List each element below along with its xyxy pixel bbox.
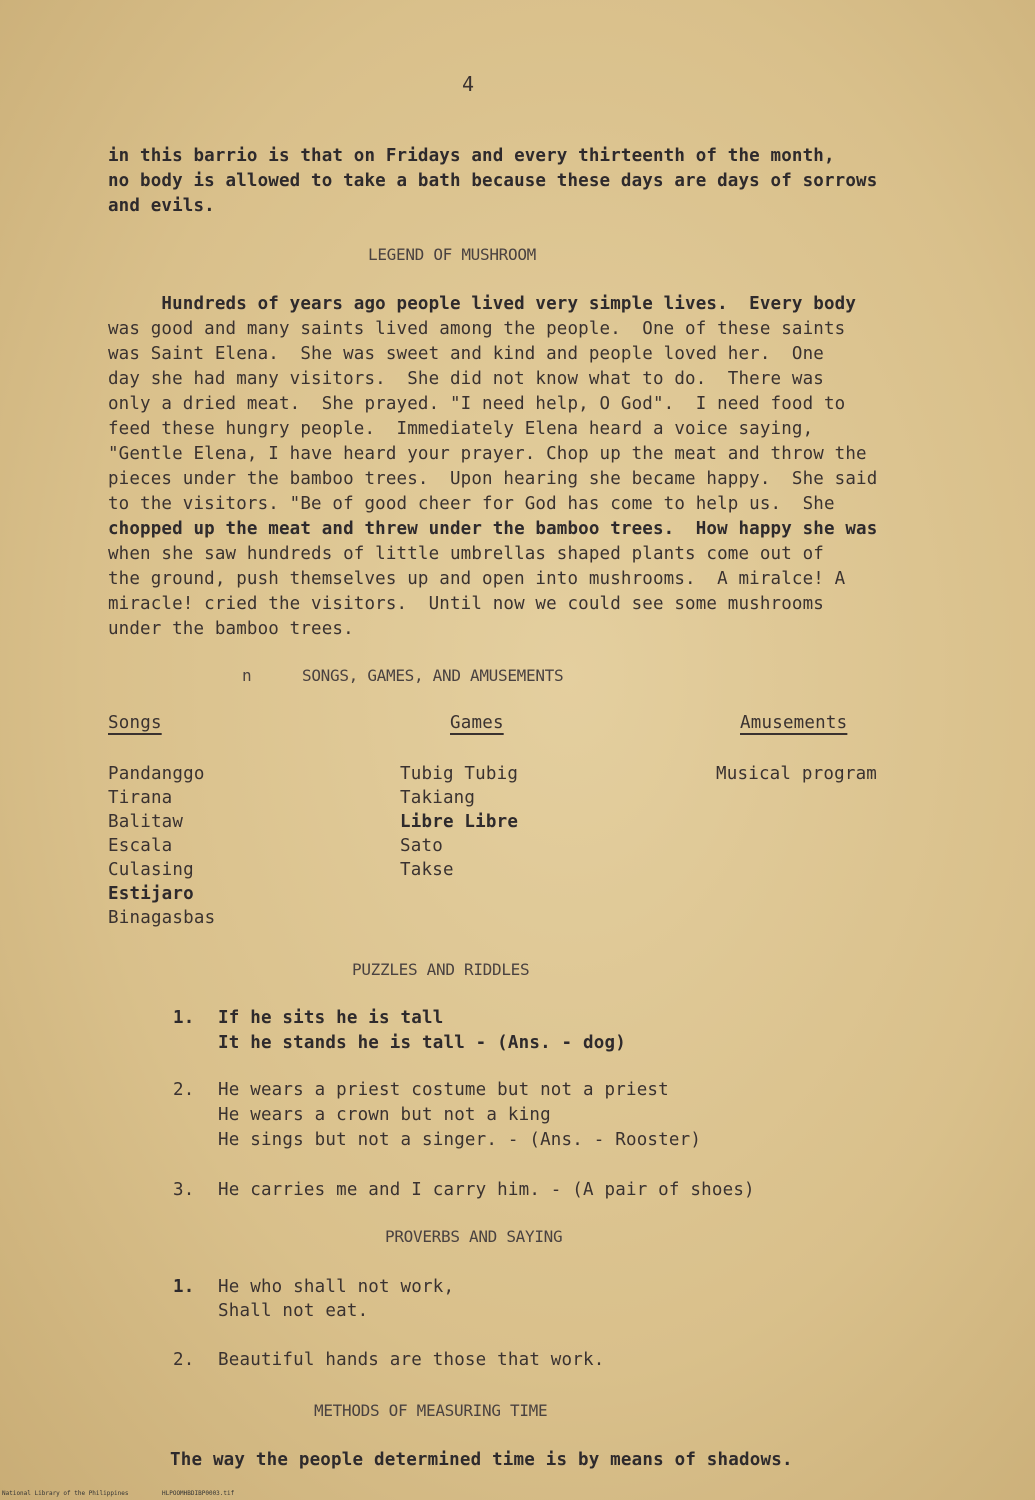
section-marker: n <box>242 666 252 685</box>
legend-line: the ground, push themselves up and open into mushrooms. A miralce! A <box>108 569 846 589</box>
riddles-title: PUZZLES AND RIDDLES <box>352 960 530 979</box>
amusement-item: Musical program <box>716 764 878 784</box>
measuring-time-title: METHODS OF MEASURING TIME <box>314 1401 548 1420</box>
footer-filename: HLPOOMHBDIBP0003.tif <box>162 1490 235 1497</box>
legend-line: only a dried meat. She prayed. "I need help, O God". I need food to <box>108 394 846 414</box>
song-item: Tirana <box>108 788 173 808</box>
legend-line: under the bamboo trees. <box>108 619 354 639</box>
songs-header: Songs <box>108 713 162 733</box>
intro-line: no body is allowed to take a bath because these days are days of sorrows <box>108 171 878 191</box>
legend-line: pieces under the bamboo trees. Upon hearing she became happy. She said <box>108 469 878 489</box>
game-item: Tubig Tubig <box>400 764 519 784</box>
legend-line: was good and many saints lived among the people. One of these saints <box>108 319 846 339</box>
proverb-number: 1. <box>173 1277 195 1297</box>
riddle-line: If he sits he is tall <box>218 1008 444 1028</box>
legend-line: to the visitors. "Be of good cheer for God has come to help us. She <box>108 494 835 514</box>
proverb-line: Beautiful hands are those that work. <box>218 1350 605 1370</box>
page-number: 4 <box>462 72 475 96</box>
riddle-number: 3. <box>173 1180 195 1200</box>
riddle-line: He sings but not a singer. - (Ans. - Rooster) <box>218 1130 702 1150</box>
proverb-line: He who shall not work, <box>218 1277 455 1297</box>
game-item: Libre Libre <box>400 812 519 832</box>
legend-line: miracle! cried the visitors. Until now we could see some mushrooms <box>108 594 824 614</box>
riddle-line: He carries me and I carry him. - (A pair of shoes) <box>218 1180 755 1200</box>
legend-line: "Gentle Elena, I have heard your prayer. Chop up the meat and throw the <box>108 444 867 464</box>
legend-line: chopped up the meat and threw under the bamboo trees. How happy she was <box>108 519 878 539</box>
song-item: Culasing <box>108 860 194 880</box>
legend-line: was Saint Elena. She was sweet and kind and people loved her. One <box>108 344 824 364</box>
riddle-line: It he stands he is tall - (Ans. - dog) <box>218 1033 626 1053</box>
proverbs-title: PROVERBS AND SAYING <box>385 1227 563 1246</box>
intro-line: in this barrio is that on Fridays and every thirteenth of the month, <box>108 146 835 166</box>
legend-line: day she had many visitors. She did not know what to do. There was <box>108 369 824 389</box>
measuring-time-text: The way the people determined time is by means of shadows. <box>170 1450 793 1470</box>
amusements-header: Amusements <box>740 713 848 733</box>
proverb-line: Shall not eat. <box>218 1301 369 1321</box>
riddle-line: He wears a crown but not a king <box>218 1105 551 1125</box>
game-item: Sato <box>400 836 443 856</box>
proverb-number: 2. <box>173 1350 195 1370</box>
legend-line: when she saw hundreds of little umbrellas shaped plants come out of <box>108 544 824 564</box>
song-item: Pandanggo <box>108 764 205 784</box>
song-item: Escala <box>108 836 173 856</box>
intro-line: and evils. <box>108 196 215 216</box>
legend-line: Hundreds of years ago people lived very simple lives. Every body <box>108 294 857 314</box>
game-item: Takiang <box>400 788 476 808</box>
game-item: Takse <box>400 860 454 880</box>
riddle-number: 2. <box>173 1080 195 1100</box>
games-header: Games <box>450 713 504 733</box>
footer-library: National Library of the Philippines <box>2 1490 129 1497</box>
riddle-line: He wears a priest costume but not a priest <box>218 1080 669 1100</box>
riddle-number: 1. <box>173 1008 195 1028</box>
legend-line: feed these hungry people. Immediately Elena heard a voice saying, <box>108 419 814 439</box>
song-item: Estijaro <box>108 884 194 904</box>
song-item: Balitaw <box>108 812 184 832</box>
songs-section-title: SONGS, GAMES, AND AMUSEMENTS <box>302 666 564 685</box>
legend-title: LEGEND OF MUSHROOM <box>368 245 536 264</box>
song-item: Binagasbas <box>108 908 216 928</box>
